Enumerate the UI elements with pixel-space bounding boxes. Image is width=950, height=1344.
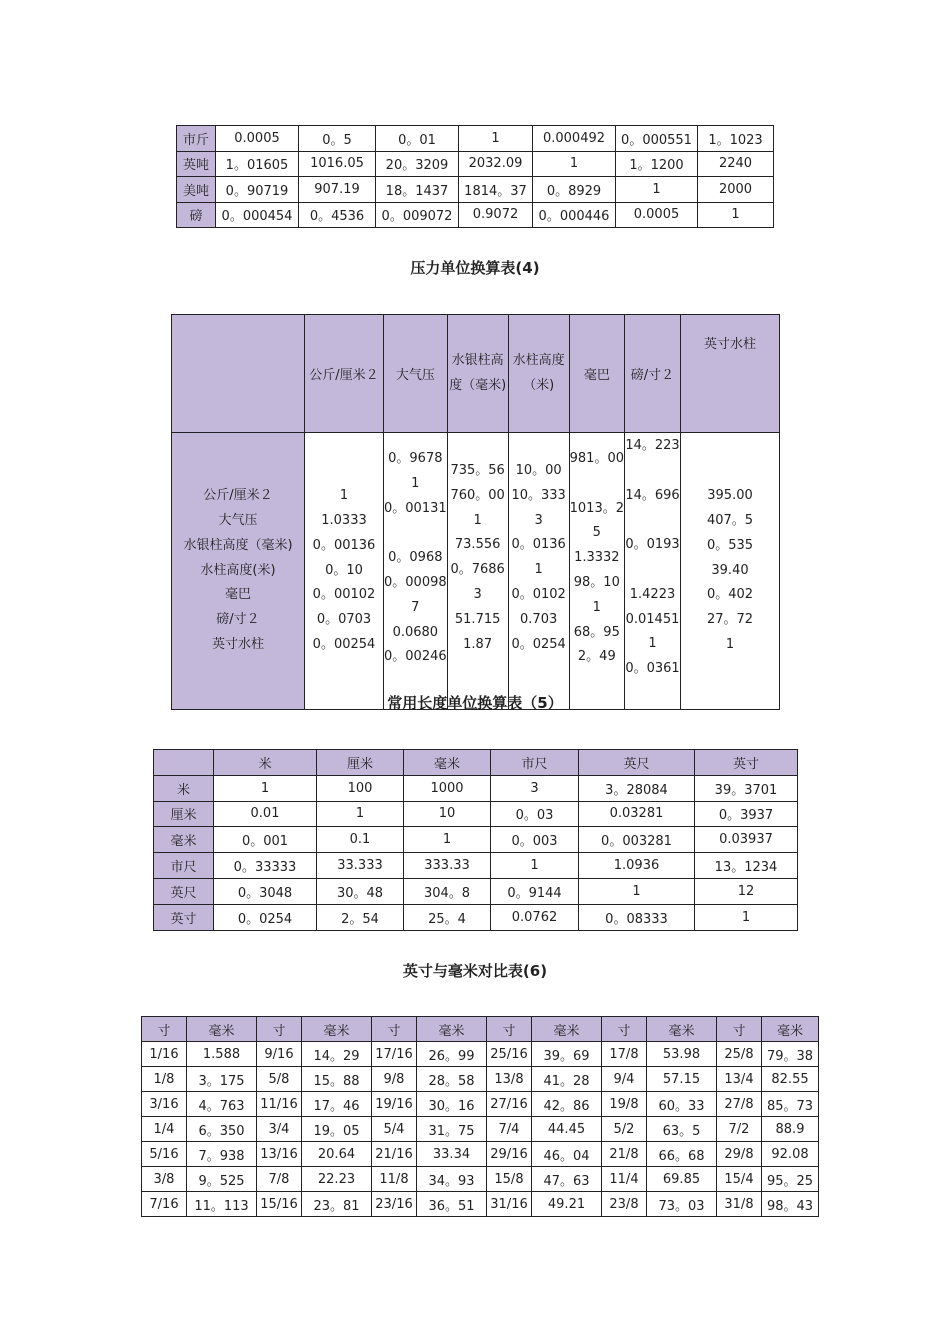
inch-mm-cell: 3。175 [187,1067,257,1092]
pressure-cell: 407。5 [706,513,754,528]
length-table-cell: 1 [491,853,579,879]
length-table-cell: 1 [404,827,491,853]
inch-mm-header: 毫米 [187,1017,257,1042]
inch-mm-header: 寸 [717,1017,762,1042]
inch-mm-cell: 15/4 [717,1167,762,1192]
pressure-cell: 0.0680 [392,624,439,640]
inch-mm-header: 毫米 [762,1017,819,1042]
pressure-table [171,314,780,710]
pressure-cell: 0。9678 [388,451,443,466]
inch-mm-cell: 27/8 [717,1092,762,1117]
pressure-header-psi: 磅/寸２ [625,315,681,433]
weight-table-cell: 0.000492 [533,126,616,152]
inch-mm-cell: 31。75 [417,1117,487,1142]
pressure-cell: 0。00246 [384,649,447,665]
inch-mm-cell: 25/8 [717,1042,762,1067]
length-header-chi: 市尺 [491,750,579,776]
pressure-row-label: 公斤/厘米２ [203,488,273,504]
weight-table-cell: 18。1437 [376,177,459,203]
weight-table-cell: 0.0005 [616,202,698,228]
pressure-cell: 0。0361 [625,661,680,677]
inch-mm-cell: 14。29 [302,1042,372,1067]
length-table-row [154,853,798,879]
inch-mm-cell: 20.64 [302,1142,372,1167]
inch-mm-cell: 1.588 [187,1042,257,1067]
length-header-ft: 英尺 [579,750,695,776]
pressure-header-mh2o: 水柱高度（米) [508,315,569,433]
length-table-cell: 0。03 [491,801,579,827]
length-table-cell: 0。001 [214,827,317,853]
length-table-cell: 30。48 [317,878,404,904]
pressure-cell: 2。49 [577,649,616,665]
pressure-cell: 1 [411,475,420,491]
inch-mm-cell: 1/16 [142,1042,187,1067]
pressure-cell: 1 [473,512,482,528]
length-row-label: 市尺 [154,853,214,879]
inch-mm-cell: 13/16 [257,1142,302,1167]
inch-mm-cell: 11/8 [372,1167,417,1192]
length-table-cell: 0.03281 [579,801,695,827]
pressure-row-label: 磅/寸２ [216,612,260,628]
inch-mm-cell: 30。16 [417,1092,487,1117]
inch-mm-cell: 27/16 [487,1092,532,1117]
inch-mm-cell: 21/16 [372,1142,417,1167]
pressure-cell [570,472,624,497]
inch-mm-cell: 53.98 [647,1042,717,1067]
pressure-cell: 1 [648,636,657,652]
inch-mm-cell: 26。99 [417,1042,487,1067]
length-table-cell: 39。3701 [695,775,798,801]
weight-table-cell: 0。01 [376,126,459,152]
inch-mm-header: 寸 [487,1017,532,1042]
inch-mm-cell: 19。05 [302,1117,372,1142]
inch-mm-cell: 31/8 [717,1192,762,1217]
pressure-col-mmhg [447,433,508,710]
length-table-cell: 0。003281 [579,827,695,853]
pressure-header-mmhg: 水银柱高度（毫米) [447,315,508,433]
inch-mm-cell: 1/8 [142,1067,187,1092]
inch-mm-cell: 73。03 [647,1192,717,1217]
inch-mm-row [142,1142,819,1167]
inch-mm-cell: 23/16 [372,1192,417,1217]
inch-mm-cell: 17。46 [302,1092,372,1117]
pressure-cell: 14。696 [625,487,680,503]
inch-mm-row [142,1042,819,1067]
pressure-row-label: 毫巴 [224,587,251,603]
inch-mm-cell: 33.34 [417,1142,487,1167]
pressure-header-mbar: 毫巴 [569,315,624,433]
inch-mm-cell: 36。51 [417,1192,487,1217]
weight-table-cell: 0。000446 [533,202,616,228]
length-table-cell: 0。3048 [214,878,317,904]
inch-mm-cell: 9/8 [372,1067,417,1092]
inch-mm-cell: 11/16 [257,1092,302,1117]
length-table-cell: 1000 [404,775,491,801]
length-table-cell: 2。54 [317,904,404,930]
inch-mm-header: 毫米 [302,1017,372,1042]
length-table-cell: 12 [695,878,798,904]
pressure-cell: 981。00 [569,451,624,466]
inch-mm-row [142,1117,819,1142]
length-row-label: 英寸 [154,904,214,930]
inch-mm-cell: 29/16 [487,1142,532,1167]
pressure-cell: 0。402 [706,587,754,603]
pressure-cell: 7 [411,599,420,615]
weight-table-cell: 2240 [698,151,774,177]
pressure-table-title: 压力单位换算表(4) [410,259,540,277]
inch-mm-row [142,1092,819,1117]
inch-mm-cell: 66。68 [647,1142,717,1167]
inch-mm-cell: 41。28 [532,1067,602,1092]
inch-mm-cell: 21/8 [602,1142,647,1167]
length-table-cell: 0。3937 [695,801,798,827]
pressure-cell [625,558,680,583]
weight-table-cell: 1 [616,177,698,203]
weight-table-cell: 0。000454 [216,202,299,228]
pressure-col-mbar [569,433,624,710]
inch-mm-cell: 9/16 [257,1042,302,1067]
length-table-title: 常用长度单位换算表（5） [387,694,563,712]
length-table-cell: 13。1234 [695,853,798,879]
inch-mm-cell: 5/2 [602,1117,647,1142]
inch-mm-cell: 15/8 [487,1167,532,1192]
length-table-row [154,801,798,827]
weight-table-cell: 1 [459,126,533,152]
inch-mm-header: 寸 [257,1017,302,1042]
pressure-cell: 39.40 [711,562,749,578]
pressure-cell: 51.715 [454,611,501,627]
weight-table-cell: 907.19 [299,177,376,203]
inch-mm-cell: 31/16 [487,1192,532,1217]
pressure-cell: 73.556 [454,537,501,553]
length-header-mm: 毫米 [404,750,491,776]
length-table-cell: 1 [214,775,317,801]
pressure-cell: 1 [592,599,601,615]
length-table-cell: 0.01 [214,801,317,827]
pressure-col-mh2o [508,433,569,710]
inch-mm-header: 毫米 [532,1017,602,1042]
weight-table-cell: 0。8929 [533,177,616,203]
length-table-cell: 10 [404,801,491,827]
inch-mm-cell: 19/16 [372,1092,417,1117]
weight-table-cell: 0。009072 [376,202,459,228]
inch-mm-cell: 7/4 [487,1117,532,1142]
inch-mm-cell: 22.23 [302,1167,372,1192]
length-table-cell: 1 [695,904,798,930]
pressure-cell: 27。72 [706,612,754,628]
weight-table-cell: 1。01605 [216,151,299,177]
inch-mm-cell: 47。63 [532,1167,602,1192]
weight-table-cell: 0.0005 [216,126,299,152]
length-table-cell: 0.03937 [695,827,798,853]
pressure-cell: 10。333 [511,487,566,503]
pressure-cell: 0。00102 [312,587,376,603]
weight-table-cell: 1 [533,151,616,177]
pressure-cell [625,459,680,484]
inch-mm-cell: 17/16 [372,1042,417,1067]
inch-mm-cell: 69.85 [647,1167,717,1192]
inch-mm-cell: 19/8 [602,1092,647,1117]
length-table-cell: 33.333 [317,853,404,879]
length-row-label: 英尺 [154,878,214,904]
pressure-cell: 395.00 [707,488,753,504]
pressure-cell: 0。535 [706,537,754,553]
inch-mm-row [142,1192,819,1217]
pressure-col-atm [384,433,448,710]
inch-mm-cell: 29/8 [717,1142,762,1167]
length-row-label: 毫米 [154,827,214,853]
pressure-cell: 0。00254 [312,636,376,652]
inch-mm-cell: 7。938 [187,1142,257,1167]
pressure-cell: 10。00 [515,463,562,478]
length-table-cell: 1 [579,878,695,904]
weight-table-row [177,202,774,228]
inch-mm-table-title: 英寸与毫米对比表(6) [402,962,548,980]
pressure-header-kgcm2: 公斤/厘米２ [305,315,384,433]
weight-table-cell: 0。4536 [299,202,376,228]
inch-mm-cell: 39。69 [532,1042,602,1067]
pressure-cell: 68。95 [573,624,620,640]
inch-mm-cell: 60。33 [647,1092,717,1117]
inch-mm-cell: 9/4 [602,1067,647,1092]
inch-mm-header: 毫米 [647,1017,717,1042]
inch-mm-table [141,1016,819,1217]
length-table-cell: 100 [317,775,404,801]
inch-mm-cell: 6。350 [187,1117,257,1142]
inch-mm-cell: 28。58 [417,1067,487,1092]
length-table-row [154,904,798,930]
pressure-cell: 0。0254 [511,636,566,652]
length-table-cell: 1 [317,801,404,827]
weight-table-cell: 20。3209 [376,151,459,177]
pressure-cell: 1.87 [463,636,493,652]
inch-mm-cell: 34。93 [417,1167,487,1192]
weight-table-cell: 0。90719 [216,177,299,203]
inch-mm-cell: 1/4 [142,1117,187,1142]
pressure-cell: 1013。2 [569,500,624,516]
pressure-cell: 0。10 [325,562,363,578]
weight-table-cell: 0。5 [299,126,376,152]
pressure-cell [625,508,680,533]
length-table-cell: 333.33 [404,853,491,879]
length-header-cm: 厘米 [317,750,404,776]
length-table-cell: 0.1 [317,827,404,853]
pressure-col-kgcm2 [305,433,384,710]
length-table-cell: 304。8 [404,878,491,904]
weight-table-row [177,126,774,152]
length-header-in: 英寸 [695,750,798,776]
pressure-cell: 760。00 [450,487,505,503]
pressure-row-label: 英寸水柱 [211,636,264,652]
weight-table-cell: 1。1200 [616,151,698,177]
inch-mm-cell: 23/8 [602,1192,647,1217]
pressure-cell: 1.3332 [574,550,620,566]
inch-mm-header: 寸 [372,1017,417,1042]
pressure-cell: 1 [534,562,543,578]
pressure-row-label: 大气压 [218,513,258,528]
inch-mm-row [142,1067,819,1092]
weight-row-label: 英吨 [177,151,216,177]
length-table-cell: 0。0254 [214,904,317,930]
inch-mm-cell: 7/2 [717,1117,762,1142]
inch-mm-cell: 15/16 [257,1192,302,1217]
inch-mm-cell: 15。88 [302,1067,372,1092]
inch-mm-header: 寸 [142,1017,187,1042]
weight-row-label: 磅 [177,202,216,228]
inch-mm-cell: 57.15 [647,1067,717,1092]
length-table [153,749,798,931]
length-table-cell: 3。28084 [579,775,695,801]
pressure-cell: 0。0968 [388,550,443,566]
inch-mm-cell: 46。04 [532,1142,602,1167]
length-table-cell: 0.0762 [491,904,579,930]
length-row-label: 米 [154,775,214,801]
pressure-cell: 14。223 [625,438,680,453]
pressure-header-corner [172,315,305,433]
weight-row-label: 美吨 [177,177,216,203]
inch-mm-cell: 3/4 [257,1117,302,1142]
weight-table-cell: 1。1023 [698,126,774,152]
inch-mm-row [142,1167,819,1192]
pressure-cell: 0。00131 [384,500,447,516]
pressure-cell: 0。7686 [450,562,505,578]
weight-table-cell: 2032.09 [459,151,533,177]
weight-row-label: 市斤 [177,126,216,152]
pressure-cell: 0。0102 [511,586,566,602]
inch-mm-cell: 82.55 [762,1067,819,1092]
pressure-row-label: 水柱高度(米) [200,562,276,578]
inch-mm-header: 寸 [602,1017,647,1042]
pressure-cell: 0.01451 [625,611,680,627]
inch-mm-cell: 85。73 [762,1092,819,1117]
inch-mm-cell: 44.45 [532,1117,602,1142]
pressure-cell: 1 [339,488,349,504]
inch-mm-cell: 7/16 [142,1192,187,1217]
length-table-row [154,775,798,801]
inch-mm-cell: 3/8 [142,1167,187,1192]
pressure-header-inh2o: 英寸水柱 [681,315,780,433]
inch-mm-cell: 13/8 [487,1067,532,1092]
length-table-cell: 0。9144 [491,878,579,904]
inch-mm-cell: 98。43 [762,1192,819,1217]
inch-mm-cell: 13/4 [717,1067,762,1092]
pressure-row-labels [172,433,305,710]
pressure-col-inh2o [681,433,780,710]
length-table-cell: 0。33333 [214,853,317,879]
length-table-cell: 0。003 [491,827,579,853]
pressure-cell: 0。0193 [625,537,680,553]
inch-mm-cell: 88.9 [762,1117,819,1142]
pressure-cell: 0。0136 [511,537,566,553]
inch-mm-cell: 63。5 [647,1117,717,1142]
weight-table-row [177,177,774,203]
inch-mm-cell: 49.21 [532,1192,602,1217]
inch-mm-cell: 4。763 [187,1092,257,1117]
weight-table-cell: 1016.05 [299,151,376,177]
pressure-cell: 0。00136 [312,537,376,553]
inch-mm-cell: 25/16 [487,1042,532,1067]
weight-table [176,125,774,228]
inch-mm-cell: 7/8 [257,1167,302,1192]
pressure-cell: 1.0333 [321,513,367,528]
pressure-cell: 5 [592,525,601,541]
pressure-cell: 1.4223 [629,586,676,602]
inch-mm-cell: 9。525 [187,1167,257,1192]
pressure-cell [384,521,447,546]
length-table-row [154,878,798,904]
inch-mm-cell: 17/8 [602,1042,647,1067]
length-header-corner [154,750,214,776]
inch-mm-cell: 11。113 [187,1192,257,1217]
length-table-cell: 3 [491,775,579,801]
pressure-cell: 3 [534,512,543,528]
length-table-cell: 0。08333 [579,904,695,930]
pressure-cell: 3 [473,586,482,602]
inch-mm-cell: 5/4 [372,1117,417,1142]
inch-mm-cell: 5/8 [257,1067,302,1092]
inch-mm-cell: 11/4 [602,1167,647,1192]
weight-table-cell: 0。000551 [616,126,698,152]
inch-mm-cell: 92.08 [762,1142,819,1167]
pressure-col-psi [625,433,681,710]
pressure-cell: 1 [725,636,735,652]
inch-mm-cell: 79。38 [762,1042,819,1067]
inch-mm-cell: 95。25 [762,1167,819,1192]
inch-mm-cell: 23。81 [302,1192,372,1217]
length-header-m: 米 [214,750,317,776]
inch-mm-cell: 3/16 [142,1092,187,1117]
pressure-cell: 0。00098 [384,574,447,590]
length-table-cell: 1.0936 [579,853,695,879]
length-row-label: 厘米 [154,801,214,827]
pressure-cell: 0。0703 [316,612,372,628]
weight-table-cell: 1 [698,202,774,228]
pressure-cell: 0.703 [520,611,558,627]
weight-table-cell: 2000 [698,177,774,203]
pressure-header-atm: 大气压 [384,315,448,433]
weight-table-cell: 0.9072 [459,202,533,228]
inch-mm-header: 毫米 [417,1017,487,1042]
pressure-cell: 98。10 [573,574,620,590]
length-table-row [154,827,798,853]
inch-mm-cell: 5/16 [142,1142,187,1167]
inch-mm-cell: 42。86 [532,1092,602,1117]
weight-table-row [177,151,774,177]
pressure-cell: 735。56 [450,463,505,478]
length-table-cell: 25。4 [404,904,491,930]
weight-table-cell: 1814。37 [459,177,533,203]
pressure-row-label: 水银柱高度（毫米) [183,537,293,553]
